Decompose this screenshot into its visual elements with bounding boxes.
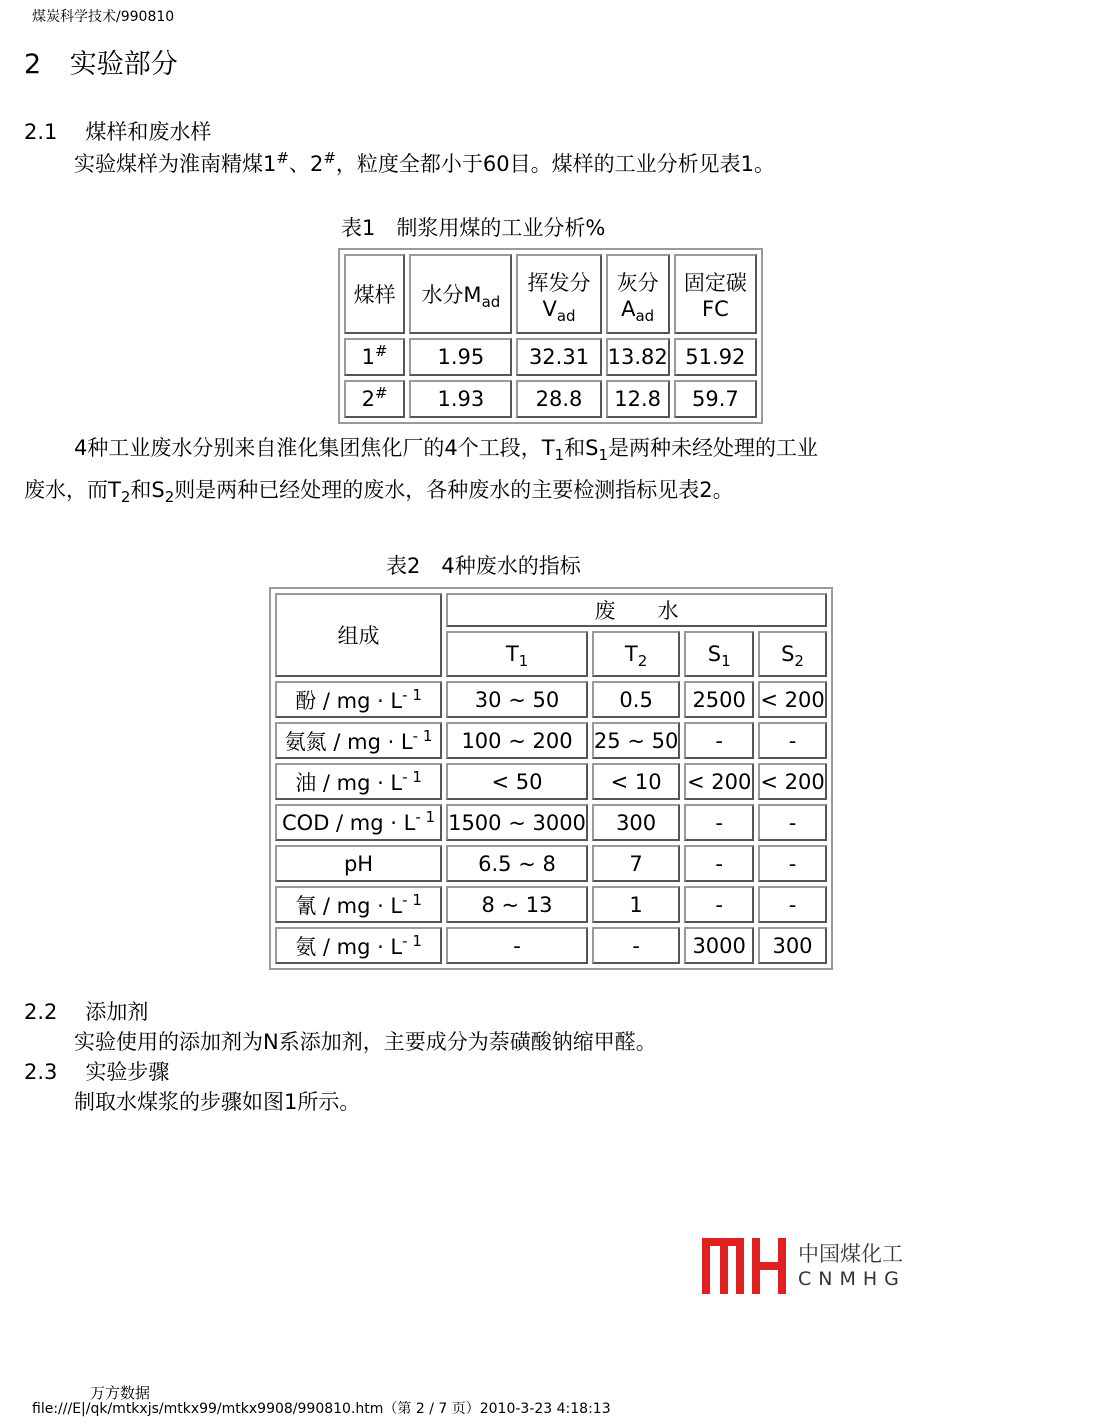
wastewater-index-table: [269, 587, 833, 970]
section-number: 2: [24, 49, 42, 80]
table-row: 油 / mg · $L^{- 1}$ < 50 < 10 < 200 < 200: [275, 763, 827, 800]
table-row: 氨氮 / mg · $L^{- 1}$ 100 ~ 200 25 ~ 50 - -: [275, 722, 827, 759]
table1-caption: 表1 制浆用煤的工业分析%: [341, 216, 606, 240]
logo-en-text: CNMHG: [798, 1268, 906, 1290]
subsection-2-1-heading: [24, 116, 211, 146]
procedure-paragraph: 制取水煤浆的步骤如图1所示。: [74, 1090, 361, 1114]
header-cell: 废 水: [446, 593, 827, 627]
footer-path: file:///E|/qk/mtkxjs/mtkx99/mtkx9908/990810.htm（第 2 / 7 页）2010-3-23 4:18:13: [32, 1401, 611, 1417]
cnmhg-logo: [700, 1236, 905, 1296]
table-header-row: [344, 254, 757, 334]
table-row: 氨 / mg · $L^{- 1}$ - - 3000 300: [275, 927, 827, 964]
table-row: 氰 / mg · $L^{- 1}$ 8 ~ 13 1 - -: [275, 886, 827, 923]
subsection-2-3-heading: 2.3 实验步骤: [24, 1060, 170, 1084]
subsection-2-2-heading: 2.2 添加剂: [24, 1000, 149, 1024]
table-header-row: $T_1$ $T_2$ $S_1$ $S_2$: [275, 631, 827, 677]
coal-analysis-table: [338, 248, 763, 424]
header-cell: 挥发分 $V_{ad}$: [516, 254, 601, 334]
section-heading: [24, 42, 178, 81]
subsection-title: 煤样和废水样: [85, 120, 212, 144]
table-row: 2# 1.93 28.8 12.8 59.7: [344, 380, 757, 418]
table2-caption: 表2 4种废水的指标: [386, 554, 581, 578]
header-cell: 组成: [275, 593, 442, 677]
header-cell: 水分$M_{ad}$: [409, 254, 512, 334]
table-row: COD / mg · $L^{- 1}$ 1500 ~ 3000 300 - -: [275, 804, 827, 841]
mh-logo-mark: [700, 1236, 790, 1296]
table-row: pH 6.5 ~ 8 7 - -: [275, 845, 827, 882]
coal-sample-paragraph: 实验煤样为淮南精煤1#、2#，粒度全都小于60目。煤样的工业分析见表1。: [74, 149, 775, 176]
additive-paragraph: 实验使用的添加剂为N系添加剂，主要成分为萘磺酸钠缩甲醛。: [74, 1030, 657, 1054]
section-title: 实验部分: [69, 49, 178, 80]
wastewater-paragraph-line1: 4种工业废水分别来自淮化集团焦化厂的4个工段，$T_1$和$S_1$是两种未经处理的工业: [74, 436, 818, 465]
header-cell: 灰分 $A_{ad}$: [606, 254, 670, 334]
page-header: 煤炭科学技术/990810: [32, 9, 175, 25]
wastewater-paragraph-line2: 废水，而$T_2$和$S_2$则是两种已经处理的废水，各种废水的主要检测指标见表2。: [24, 478, 734, 507]
logo-cn-text: 中国煤化工: [798, 1242, 903, 1266]
table-row: 1# 1.95 32.31 13.82 51.92: [344, 338, 757, 376]
header-cell: 固定碳 FC: [674, 254, 757, 334]
table-row: 酚 / mg · $L^{- 1}$ 30 ~ 50 0.5 2500 < 200: [275, 681, 827, 718]
table-header-row: [275, 593, 827, 627]
header-cell: 煤样: [344, 254, 405, 334]
wanfang-watermark: 万方数据: [90, 1384, 151, 1402]
subsection-number: 2.1: [24, 120, 58, 144]
